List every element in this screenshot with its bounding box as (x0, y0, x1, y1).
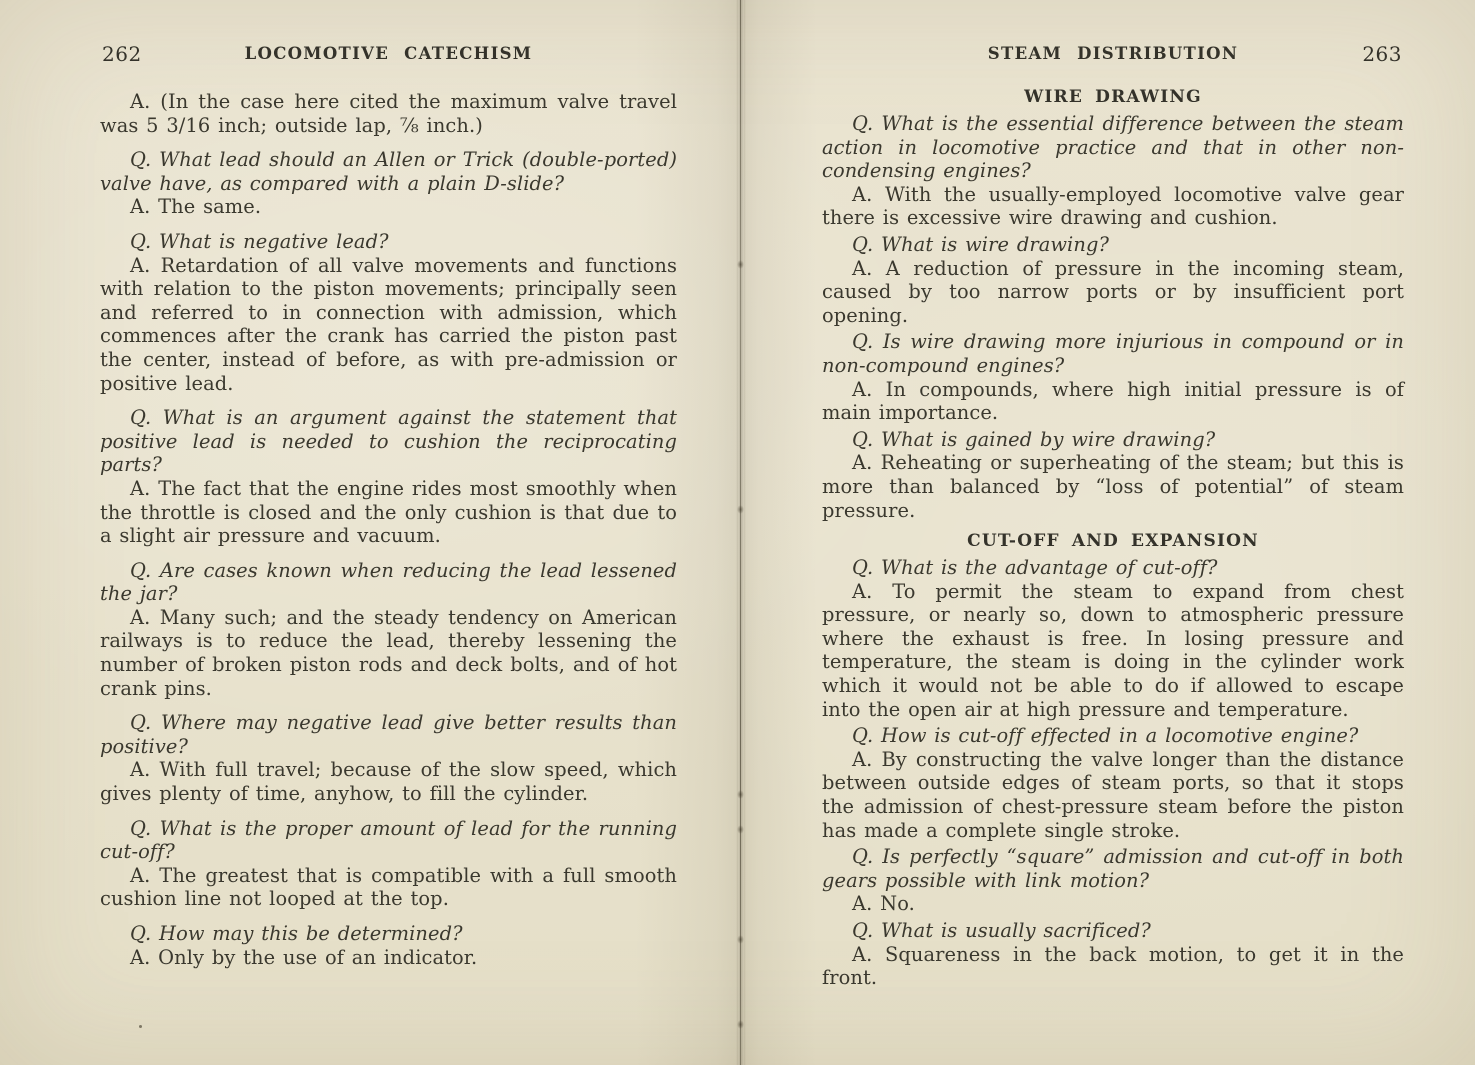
answer-paragraph: A. Many such; and the steady tendency on American railways is to reduce the lead, thereby lessening the number of broken piston rods and deck bolts, and of hot crank pins. (100, 605, 677, 700)
right-running-head-row (822, 44, 1404, 68)
left-page-body (100, 90, 677, 969)
question-paragraph: Q. What is negative lead? (130, 229, 389, 253)
answer-paragraph: A. The same. (130, 195, 262, 219)
question-paragraph: Q. What is the essential difference between the steam action in locomotive practice and that in other non-condensing engines? (822, 112, 1404, 183)
page-number-right: 263 (1362, 42, 1402, 66)
paper-speck (139, 1025, 142, 1028)
gutter-stitch (737, 260, 744, 269)
running-head-right: STEAM DISTRIBUTION (987, 44, 1239, 63)
question-paragraph: Q. What is gained by wire drawing? (852, 427, 1216, 451)
question-paragraph: Q. What is usually sacrificed? (852, 919, 1151, 942)
answer-paragraph: A. A reduction of pressure in the incoming steam, caused by too narrow ports or by insufficient port opening. (822, 256, 1404, 327)
gutter-stitch (737, 935, 744, 944)
gutter-stitch (737, 1020, 744, 1029)
question-paragraph: Q. How is cut-off effected in a locomotive engine? (852, 724, 1359, 748)
question-paragraph: Q. What is an argument against the statement that positive lead is needed to cushion the reciprocating parts? (100, 406, 677, 477)
answer-paragraph: A. With full travel; because of the slow speed, which gives plenty of time, anyhow, to fill the cylinder. (100, 758, 677, 806)
answer-paragraph: A. No. (852, 892, 915, 916)
answer-paragraph: A. Reheating or superheating of the steam; but this is more than balanced by “loss of potential” of steam pressure. (822, 451, 1404, 522)
question-paragraph: Q. What is the advantage of cut-off? (852, 556, 1218, 580)
page-number-left: 262 (102, 42, 142, 66)
gutter-stitch (737, 505, 744, 514)
question-paragraph: Q. Is perfectly “square” admission and cut-off in both gears possible with link motion? (822, 845, 1404, 892)
gutter-line (740, 0, 741, 1065)
answer-paragraph: A. The greatest that is compatible with a full smooth cushion line not looped at the top. (100, 863, 677, 911)
question-paragraph: Q. Where may negative lead give better results than positive? (100, 711, 677, 758)
answer-paragraph: A. Only by the use of an indicator. (130, 945, 478, 969)
right-page-body (822, 86, 1404, 990)
answer-paragraph: A. Retardation of all valve movements and functions with relation to the piston movements; principally seen and referred to in connection with admission, which commences after the crank has carried the piston past the center, instead of before, as with pre-admission or positive lead. (100, 253, 677, 395)
answer-paragraph: A. (In the case here cited the maximum valve travel was 5 3/16 inch; outside lap, ⅞ inch.) (100, 90, 677, 137)
answer-paragraph: A. By constructing the valve longer than the distance between outside edges of steam ports, so that it stops the admission of chest-pressure steam before the piston has made a complete single stroke. (822, 747, 1404, 842)
question-paragraph: Q. Is wire drawing more injurious in compound or in non-compound engines? (822, 330, 1404, 377)
right-page (744, 0, 1475, 1065)
gutter-stitch (737, 790, 744, 799)
question-paragraph: Q. What is wire drawing? (852, 232, 1109, 256)
question-paragraph: Q. How may this be determined? (130, 922, 463, 945)
answer-paragraph: A. Squareness in the back motion, to get it in the front. (822, 942, 1404, 990)
section-heading: WIRE DRAWING (1024, 87, 1202, 107)
section-heading: CUT-OFF AND EXPANSION (967, 531, 1259, 552)
answer-paragraph: A. In compounds, where high initial pressure is of main importance. (822, 377, 1404, 425)
question-paragraph: Q. What lead should an Allen or Trick (double-ported) valve have, as compared with a plain D-slide? (100, 148, 677, 195)
question-paragraph: Q. Are cases known when reducing the lead lessened the jar? (100, 558, 677, 606)
answer-paragraph: A. To permit the steam to expand from chest pressure, or nearly so, down to atmospheric pressure where the exhaust is free. In losing pressure and temperature, the steam is doing in the cylinder work which it would not be able to do if allowed to escape into the open air at high pressure and temperature. (822, 579, 1404, 721)
gutter-stitch (737, 825, 744, 834)
left-running-head-row (100, 44, 677, 68)
question-paragraph: Q. What is the proper amount of lead for the running cut-off? (100, 816, 677, 864)
answer-paragraph: A. The fact that the engine rides most smoothly when the throttle is closed and the only cushion is that due to a slight air pressure and vacuum. (100, 476, 677, 548)
answer-paragraph: A. With the usually-employed locomotive valve gear there is excessive wire drawing and cushion. (822, 182, 1404, 230)
running-head-left: LOCOMOTIVE CATECHISM (244, 44, 533, 63)
